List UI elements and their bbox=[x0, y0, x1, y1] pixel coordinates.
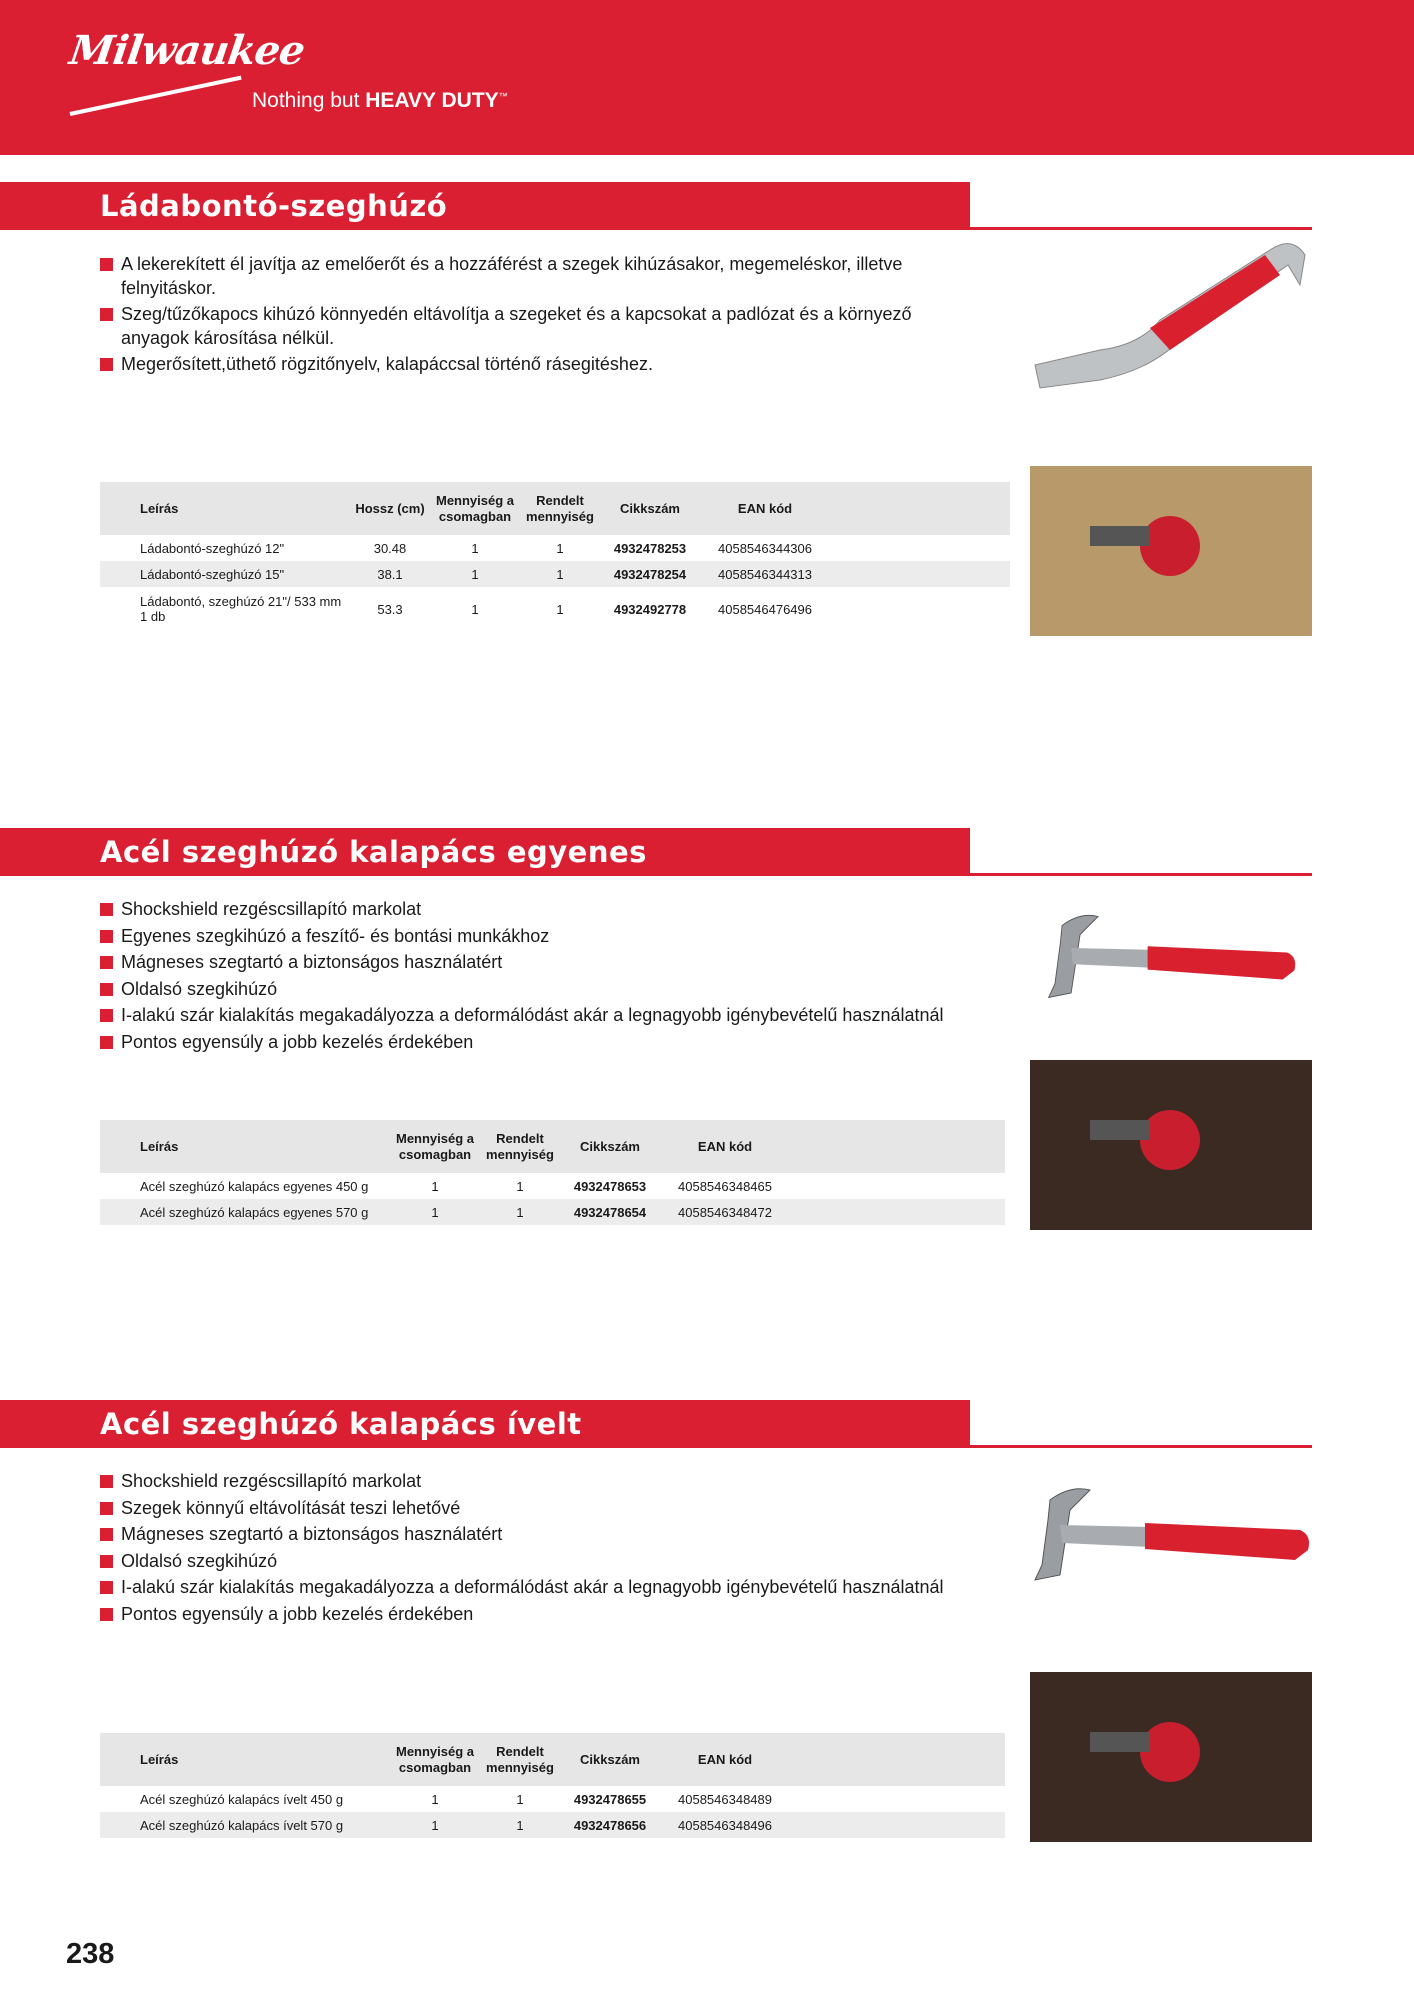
table-cell: 1 bbox=[471, 540, 479, 556]
feature-item: Shockshield rezgéscsillapító markolat bbox=[100, 898, 980, 922]
row-filler bbox=[790, 1786, 1005, 1812]
column-header: Cikkszám bbox=[560, 1120, 660, 1173]
section-title: Ládabontó-szeghúzó bbox=[0, 182, 970, 230]
table-cell: 1 bbox=[516, 1791, 524, 1807]
feature-item: Mágneses szegtartó a biztonságos használatért bbox=[100, 1523, 980, 1547]
product-table bbox=[100, 482, 1010, 631]
column-header: Mennyiség a csomagban bbox=[390, 1120, 480, 1173]
table-row bbox=[100, 535, 1010, 561]
table-cell: 4058546348496 bbox=[660, 1812, 790, 1838]
table-row bbox=[100, 1812, 1005, 1838]
feature-item: Egyenes szegkihúzó a feszítő- és bontási munkákhoz bbox=[100, 925, 980, 949]
product-in-use-photo bbox=[1030, 466, 1312, 636]
header-filler bbox=[790, 1733, 1005, 1786]
slogan: Nothing but HEAVY DUTY™ bbox=[252, 89, 508, 112]
column-header: Cikkszám bbox=[600, 482, 700, 535]
feature-list bbox=[100, 253, 980, 380]
table-cell: 1 bbox=[520, 561, 600, 587]
page-number: 238 bbox=[66, 1938, 115, 1970]
column-header: Rendelt mennyiség bbox=[520, 482, 600, 535]
product-in-use-photo bbox=[1030, 1672, 1312, 1842]
table-cell: 1 bbox=[390, 1199, 480, 1225]
bullet-square-icon bbox=[100, 1528, 113, 1541]
table-cell: 4932492778 bbox=[613, 601, 687, 617]
table-row bbox=[100, 1173, 1005, 1199]
column-header: Leírás bbox=[100, 1120, 390, 1173]
feature-list bbox=[100, 1470, 980, 1629]
table-cell: 4932478654 bbox=[560, 1199, 660, 1225]
section-title: Acél szeghúzó kalapács egyenes bbox=[0, 828, 970, 876]
table-cell: Ládabontó, szeghúzó 21"/ 533 mm 1 db bbox=[140, 594, 342, 624]
table-cell: 1 bbox=[471, 601, 479, 617]
table-row bbox=[100, 1786, 1005, 1812]
bullet-square-icon bbox=[100, 930, 113, 943]
feature-item: Megerősített,üthető rögzitőnyelv, kalapáccsal történő rásegitéshez. bbox=[100, 353, 980, 377]
table-cell: Ládabontó-szeghúzó 12" bbox=[140, 540, 285, 556]
table-cell: 4058546476496 bbox=[718, 601, 812, 617]
section-title: Acél szeghúzó kalapács ívelt bbox=[0, 1400, 970, 1448]
bullet-square-icon bbox=[100, 308, 113, 321]
feature-item: Pontos egyensúly a jobb kezelés érdekében bbox=[100, 1031, 980, 1055]
product-table bbox=[100, 1733, 1005, 1838]
column-header: Rendelt mennyiség bbox=[480, 1120, 560, 1173]
table-cell: 38.1 bbox=[350, 561, 430, 587]
feature-list bbox=[100, 898, 980, 1057]
table-cell: 1 bbox=[556, 540, 564, 556]
table-cell: 1 bbox=[480, 1199, 560, 1225]
table-cell: 53.3 bbox=[377, 601, 403, 617]
table-cell: 1 bbox=[431, 1791, 439, 1807]
bullet-square-icon bbox=[100, 903, 113, 916]
feature-item: Oldalsó szegkihúzó bbox=[100, 1550, 980, 1574]
bullet-square-icon bbox=[100, 1475, 113, 1488]
bullet-square-icon bbox=[100, 983, 113, 996]
title-rule bbox=[970, 1445, 1312, 1448]
column-header: Leírás bbox=[100, 1733, 390, 1786]
table-cell: 1 bbox=[480, 1812, 560, 1838]
table-header bbox=[100, 1733, 1005, 1786]
feature-item: I-alakú szár kialakítás megakadályozza a deformálódást akár a legnagyobb igénybevételű használatnál bbox=[100, 1004, 980, 1028]
bullet-square-icon bbox=[100, 1608, 113, 1621]
row-filler bbox=[830, 561, 1010, 587]
column-header: Mennyiség a csomagban bbox=[430, 482, 520, 535]
table-cell: Acél szeghúzó kalapács ívelt 450 g bbox=[140, 1791, 344, 1807]
bullet-square-icon bbox=[100, 358, 113, 371]
table-row bbox=[100, 1199, 1005, 1225]
header-filler bbox=[790, 1120, 1005, 1173]
bullet-square-icon bbox=[100, 1555, 113, 1568]
table-cell: 4932478653 bbox=[573, 1178, 647, 1194]
table-cell: Acél szeghúzó kalapács egyenes 450 g bbox=[140, 1178, 369, 1194]
feature-item: Szeg/tűzőkapocs kihúzó könnyedén eltávolítja a szegeket és a kapcsokat a padlózat és a környező anyagok károsítása nélkül. bbox=[100, 303, 980, 350]
table-cell: 1 bbox=[390, 1812, 480, 1838]
table-cell: 4932478655 bbox=[573, 1791, 647, 1807]
table-cell: 1 bbox=[516, 1178, 524, 1194]
row-filler bbox=[790, 1173, 1005, 1199]
row-filler bbox=[830, 587, 1010, 631]
column-header: Cikkszám bbox=[560, 1733, 660, 1786]
bullet-square-icon bbox=[100, 956, 113, 969]
table-cell: 1 bbox=[431, 1178, 439, 1194]
column-header: EAN kód bbox=[660, 1733, 790, 1786]
column-header: Rendelt mennyiség bbox=[480, 1733, 560, 1786]
column-header: Leírás bbox=[100, 482, 350, 535]
feature-item: Oldalsó szegkihúzó bbox=[100, 978, 980, 1002]
table-header bbox=[100, 482, 1010, 535]
hammer-image bbox=[1030, 1485, 1312, 1605]
table-row bbox=[100, 561, 1010, 587]
row-filler bbox=[830, 535, 1010, 561]
table-cell: 1 bbox=[556, 601, 564, 617]
milwaukee-logo: Milwaukee bbox=[66, 27, 308, 74]
product-table bbox=[100, 1120, 1005, 1225]
row-filler bbox=[790, 1199, 1005, 1225]
column-header: EAN kód bbox=[660, 1120, 790, 1173]
bullet-square-icon bbox=[100, 1009, 113, 1022]
header-filler bbox=[830, 482, 1010, 535]
lightning-underline bbox=[70, 76, 242, 116]
bullet-square-icon bbox=[100, 258, 113, 271]
table-header bbox=[100, 1120, 1005, 1173]
feature-item: Szegek könnyű eltávolítását teszi lehetővé bbox=[100, 1497, 980, 1521]
table-cell: Acél szeghúzó kalapács ívelt 570 g bbox=[100, 1812, 390, 1838]
column-header: EAN kód bbox=[700, 482, 830, 535]
title-rule bbox=[970, 873, 1312, 876]
feature-item: A lekerekített él javítja az emelőerőt és a hozzáférést a szegek kihúzásakor, megemeléskor, illetve felnyitáskor. bbox=[100, 253, 980, 300]
table-cell: 4058546348465 bbox=[678, 1178, 772, 1194]
hammer-image bbox=[1030, 912, 1312, 1020]
table-cell: 4932478253 bbox=[613, 540, 687, 556]
table-row bbox=[100, 587, 1010, 631]
table-cell: 4932478254 bbox=[600, 561, 700, 587]
row-filler bbox=[790, 1812, 1005, 1838]
column-header: Mennyiség a csomagban bbox=[390, 1733, 480, 1786]
header-banner bbox=[0, 0, 1414, 155]
table-cell: 30.48 bbox=[373, 540, 407, 556]
table-cell: Ládabontó-szeghúzó 15" bbox=[100, 561, 350, 587]
table-cell: 4932478656 bbox=[560, 1812, 660, 1838]
pry-bar-image bbox=[1030, 210, 1312, 410]
table-cell: Acél szeghúzó kalapács egyenes 570 g bbox=[100, 1199, 390, 1225]
feature-item: Shockshield rezgéscsillapító markolat bbox=[100, 1470, 980, 1494]
feature-item: I-alakú szár kialakítás megakadályozza a deformálódást akár a legnagyobb igénybevételű használatnál bbox=[100, 1576, 980, 1600]
product-in-use-photo bbox=[1030, 1060, 1312, 1230]
bullet-square-icon bbox=[100, 1502, 113, 1515]
bullet-square-icon bbox=[100, 1036, 113, 1049]
table-cell: 4058546344313 bbox=[700, 561, 830, 587]
column-header: Hossz (cm) bbox=[350, 482, 430, 535]
table-cell: 4058546348489 bbox=[678, 1791, 772, 1807]
table-cell: 1 bbox=[430, 561, 520, 587]
bullet-square-icon bbox=[100, 1581, 113, 1594]
table-cell: 4058546344306 bbox=[718, 540, 812, 556]
feature-item: Mágneses szegtartó a biztonságos használatért bbox=[100, 951, 980, 975]
table-cell: 4058546348472 bbox=[660, 1199, 790, 1225]
feature-item: Pontos egyensúly a jobb kezelés érdekében bbox=[100, 1603, 980, 1627]
